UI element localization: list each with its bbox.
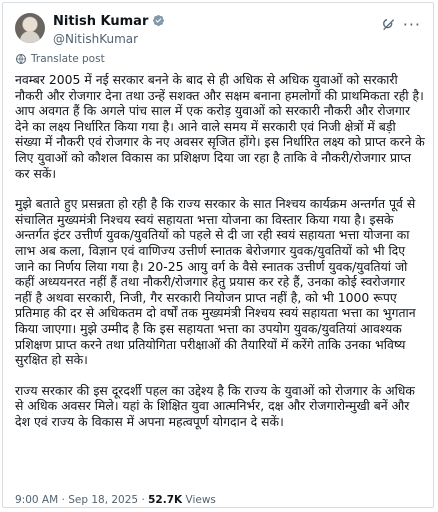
post-paragraph-3: राज्य सरकार की इस दूरदर्शी पहल का उद्देश्य है कि राज्य के युवाओं को रोजगार के अधिक से अधिक अवसर मिले। यहां के शिक्षित युवा आत्मनिर्भर, दक्ष और रोजगारोन्मुखी बनें और देश एवं राज्य के विकास में अपना महत्वपूर्ण योगदान दे सकें। — [15, 382, 415, 429]
post-card — [2, 2, 434, 508]
translate-post-link[interactable] — [15, 53, 105, 65]
author-handle[interactable]: @NitishKumar — [53, 32, 139, 46]
meta-separator: · — [141, 494, 145, 506]
post-header — [15, 13, 423, 53]
translate-post-label[interactable]: Translate post — [31, 53, 105, 65]
post-time[interactable]: 9:00 AM — [15, 494, 59, 506]
grok-icon[interactable] — [381, 17, 397, 33]
meta-separator: · — [61, 494, 65, 506]
avatar[interactable] — [15, 13, 45, 43]
views-label: Views — [185, 494, 216, 506]
post-text — [15, 72, 425, 429]
more-options-icon[interactable]: ··· — [402, 15, 421, 34]
verified-badge-icon — [152, 14, 165, 27]
globe-icon — [15, 53, 27, 65]
post-date[interactable]: Sep 18, 2025 — [68, 494, 139, 506]
author-name[interactable]: Nitish Kumar — [53, 14, 149, 29]
post-paragraph-1: नवम्बर 2005 में नई सरकार बनने के बाद से ही अधिक से अधिक युवाओं को सरकारी नौकरी और रोजगार देना तथा उन्हें सशक्त और सक्षम बनाना हमलोगों की प्राथमिकता रही है। आप अवगत हैं कि अगले पांच साल में एक करोड़ युवाओं को सरकारी नौकरी और रोजगार देने का लक्ष्य निर्धारित किया गया है। आने वाले समय में सरकारी एवं निजी क्षेत्रों में बड़ी संख्या में नौकरी एवं रोजगार के नए अवसर सृजित होंगे। इस निर्धारित लक्ष्य को प्राप्त करने के लिए युवाओं को कौशल विकास का प्रशिक्षण दिया जा रहा है ताकि वे नौकरी/रोजगार प्राप्त कर सकें। — [15, 72, 425, 181]
author-name-row[interactable] — [53, 14, 165, 29]
post-meta — [15, 494, 216, 506]
views-count: 52.7K — [148, 494, 183, 506]
post-paragraph-2: मुझे बताते हुए प्रसन्नता हो रही है कि राज्य सरकार के सात निश्चय कार्यक्रम अन्तर्गत पूर्व से संचालित मुख्यमंत्री निश्चय स्वयं सहायता भत्ता योजना का विस्तार किया गया है। इसके अन्तर्गत इंटर उत्तीर्ण युवक/युवतियों को पहले से दी जा रही स्वयं सहायता भत्ता योजना का लाभ अब कला, विज्ञान एवं वाणिज्य उत्तीर्ण स्नातक बेरोजगार युवक/युवतियों को भी दिए जाने का निर्णय लिया गया है। 20-25 आयु वर्ग के वैसे स्नातक उत्तीर्ण युवक/युवतियां जो कहीं अध्ययनरत नहीं हैं तथा नौकरी/रोजगार हेतु प्रयास कर रहे हैं, उनका कोई स्वरोजगार नहीं है अथवा सरकारी, निजी, गैर सरकारी नियोजन प्राप्त नहीं है, को भी 1000 रूपए प्रतिमाह की दर से अधिकतम दो वर्षों तक मुख्यमंत्री निश्चय स्वयं सहायता भत्ता का भुगतान किया जाएगा। मुझे उम्मीद है कि इस सहायता भत्ता का उपयोग युवक/युवतियां आवश्यक प्रशिक्षण प्राप्त करने तथा प्रतियोगिता परीक्षाओं की तैयारियों में करेंगे ताकि उनका भविष्य सुरक्षित हो सके। — [15, 196, 416, 368]
